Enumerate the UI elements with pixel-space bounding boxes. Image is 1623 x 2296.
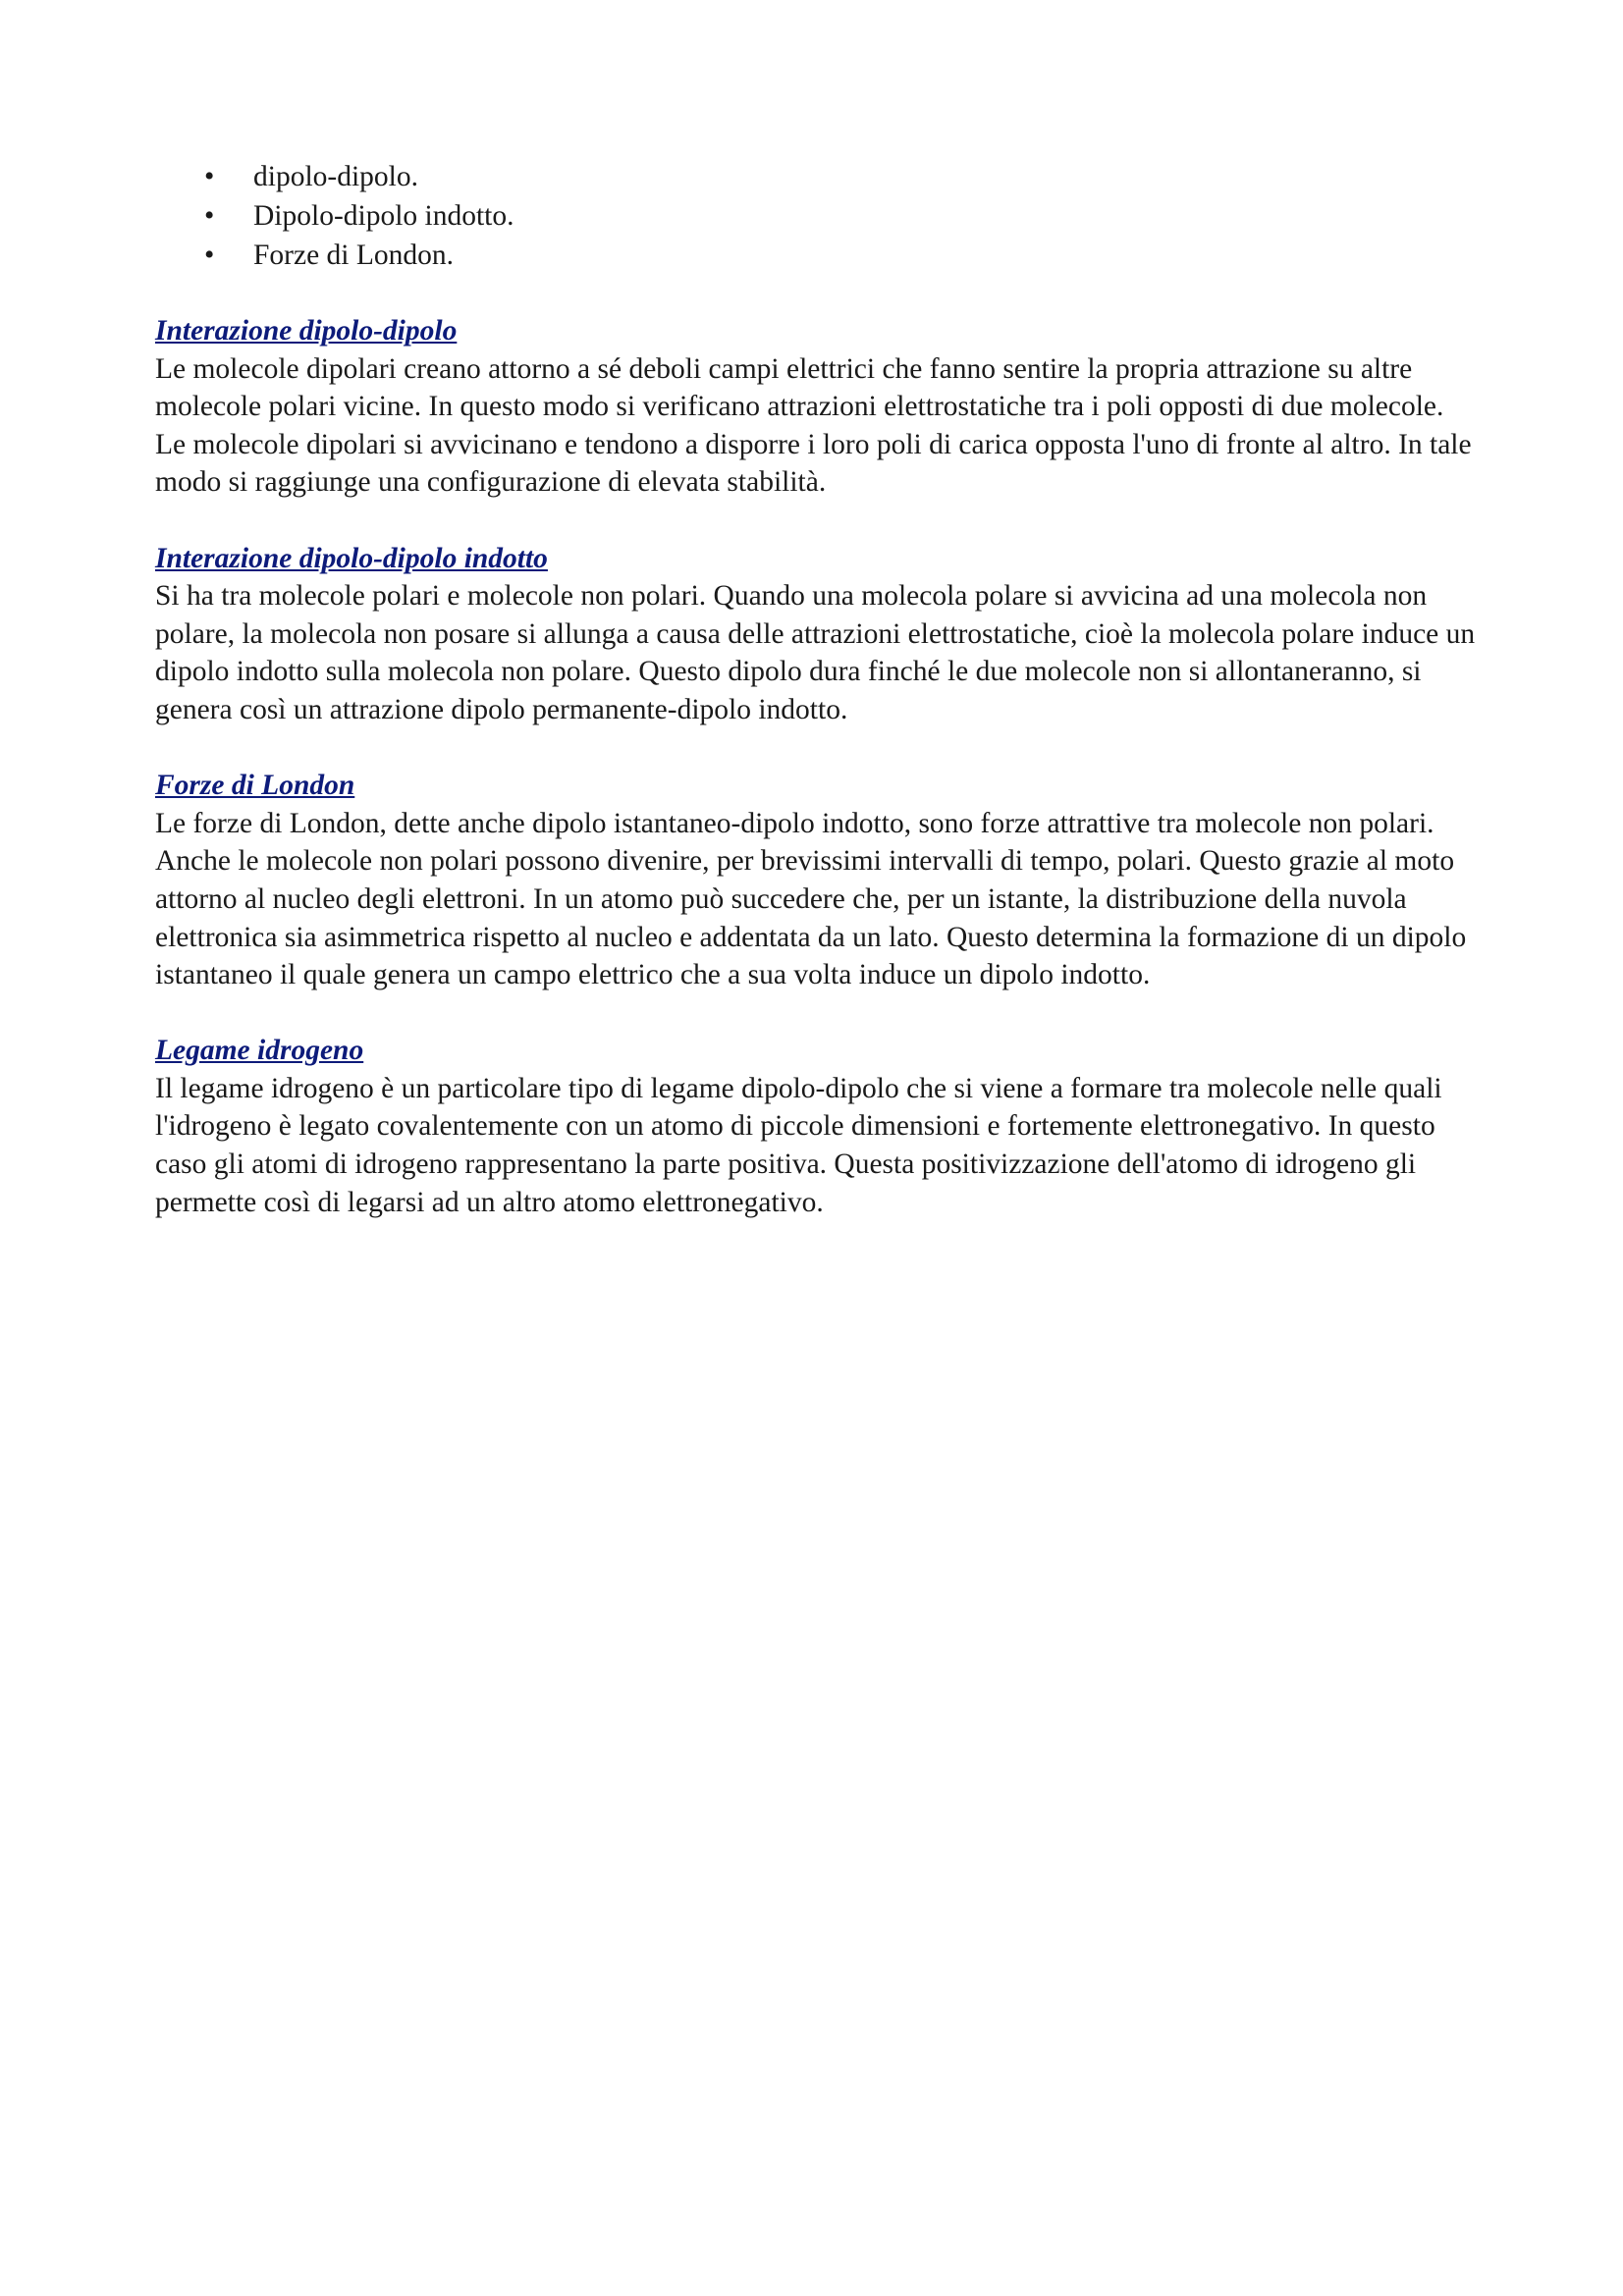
bullet-icon: • bbox=[204, 240, 215, 271]
bullet-item bbox=[155, 196, 1481, 236]
section-forze-london bbox=[155, 767, 1481, 994]
bullet-icon: • bbox=[204, 161, 215, 192]
section-title-link[interactable]: Interazione dipolo-dipolo indotto bbox=[155, 542, 548, 574]
section-title-link[interactable]: Legame idrogeno bbox=[155, 1035, 364, 1067]
section-paragraph: Si ha tra molecole polari e molecole non polari. Quando una molecola polare si avvicina ad una molecola non polare, la molecola non posare si allunga a causa delle attrazioni elettrostatiche, cioè la molecola polare induce un dipolo indotto sulla molecola non polare. Questo dipolo dura finché le due molecole non si allontaneranno, si genera così un attrazione dipolo permanente-dipolo indotto. bbox=[155, 580, 1476, 725]
section-paragraph: Le forze di London, dette anche dipolo istantaneo-dipolo indotto, sono forze attrattive tra molecole non polari. Anche le molecole non polari possono divenire, per brevissimi intervalli di tempo, polari. Questo grazie al moto attorno al nucleo degli elettroni. In un atomo può succedere che, per un istante, la distribuzione della nuvola elettronica sia asimmetrica rispetto al nucleo e addentata da un lato. Questo determina la formazione di un dipolo istantaneo il quale genera un campo elettrico che a sua volta induce un dipolo indotto. bbox=[155, 807, 1467, 991]
section-title-link[interactable]: Interazione dipolo-dipolo bbox=[155, 315, 458, 347]
bullet-text: Dipolo-dipolo indotto. bbox=[253, 200, 514, 232]
section-legame-idrogeno bbox=[155, 1032, 1481, 1221]
bullet-list bbox=[155, 157, 1481, 275]
section-dipolo-dipolo bbox=[155, 312, 1481, 502]
section-paragraph: Il legame idrogeno è un particolare tipo di legame dipolo-dipolo che si viene a formare tra molecole nelle quali l'idrogeno è legato covalentemente con un atomo di piccole dimensioni e fortemente elettronegativo. In questo caso gli atomi di idrogeno rappresentano la parte positiva. Questa positivizzazione dell'atomo di idrogeno gli permette così di legarsi ad un altro atomo elettronegativo. bbox=[155, 1072, 1442, 1218]
bullet-item bbox=[155, 157, 1481, 196]
bullet-icon: • bbox=[204, 200, 215, 232]
bullet-text: Forze di London. bbox=[253, 240, 455, 271]
section-title-link[interactable]: Forze di London bbox=[155, 770, 355, 802]
section-dipolo-indotto bbox=[155, 540, 1481, 729]
bullet-text: dipolo-dipolo. bbox=[253, 161, 418, 192]
document-content bbox=[155, 157, 1481, 1259]
bullet-item bbox=[155, 236, 1481, 275]
section-paragraph: Le molecole dipolari creano attorno a sé deboli campi elettrici che fanno sentire la propria attrazione su altre molecole polari vicine. In questo modo si verificano attrazioni elettrostatiche tra i poli opposti di due molecole. Le molecole dipolari si avvicinano e tendono a disporre i loro poli di carica opposta l'uno di fronte al altro. In tale modo si raggiunge una configurazione di elevata stabilità. bbox=[155, 352, 1472, 499]
